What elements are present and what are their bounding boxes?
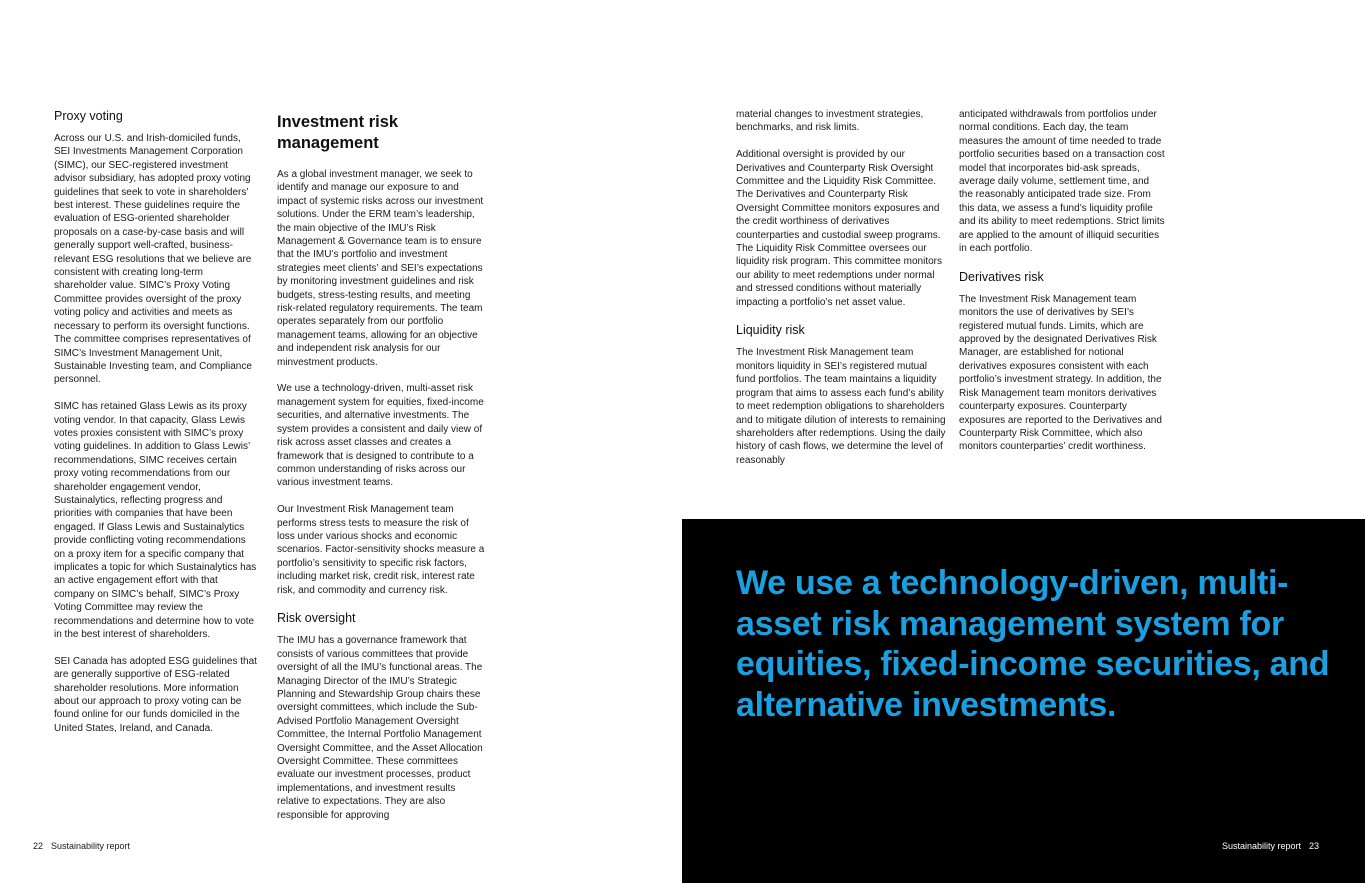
risk-oversight-heading: Risk oversight [277,611,356,626]
column-proxy-voting [54,108,258,749]
investment-risk-paragraph-1: As a global investment manager, we seek to identify and manage our exposure to and impact of systemic risks across our investment solutions. Under the ERM team’s leadership, the main objective of the IMU’s Risk Management & Governance team is to ensure that the IMU’s portfolio and investment strategies meet clients’ and SEI’s expectations by monitoring investment guidelines and risk budgets, stress-testing results, and meeting risk-related regulatory requirements. The team operates separately from our portfolio management teams, allowing for an objective and independent risk analysis for our minvestment products. [277,169,484,368]
liquidity-risk-paragraph: The Investment Risk Management team monitors liquidity in SEI’s registered mutual fund portfolios. The team maintains a liquidity program that aims to assess each fund’s ability to meet redemption obligations to shareholders and to mitigate dilution of interests to remaining shareholders after redemptions. Using the daily history of cash flows, we determine the level of reasonably [736,347,946,466]
risk-oversight-paragraph: The IMU has a governance framework that consists of various committees that provide oversight of all the IMU’s functional areas. The Managing Director of the IMU’s Strategic Planning and Stewardship Group chairs these oversight committees, which include the Sub-Advised Portfolio Management Oversight Committee, the Internal Portfolio Management Oversight Committee, and the Asset Allocation Oversight Committee. These committees evaluate our investment processes, product implementations, and investment results relative to expectations. They are also responsible for approving [277,635,483,821]
page-number-right: 23 [1308,841,1319,851]
additional-oversight-paragraph: Additional oversight is provided by our Derivatives and Counterparty Risk Oversight Committee and the Liquidity Risk Committee. The Derivatives and Counterparty Risk Oversight Committee monitors exposures and the credit worthiness of derivatives counterparties and custodial sweep programs. The Liquidity Risk Committee oversees our liquidity risk program. This committee monitors our ability to meet redemptions under normal and stressed conditions without materially impacting a portfolio’s net asset value. [736,149,942,308]
column-liquidity [736,108,946,481]
oversight-continued-paragraph: material changes to investment strategies, benchmarks, and risk limits. [736,109,924,134]
footer-title-right: Sustainability report [1221,841,1301,851]
investment-risk-paragraph-2: We use a technology-driven, multi-asset risk management system for equities, fixed-income securities, and alternative investments. The system provides a consistent and daily view of risk across asset classes and creates a framework that is designed to contribute to a common understanding of risks across our various investment teams. [277,383,484,489]
investment-risk-paragraph-3: Our Investment Risk Management team performs stress tests to measure the risk of loss under various shocks and economic scenarios. Factor-sensitivity shocks measure a portfolio’s sensitivity to specific risk factors, including market risk, credit risk, interest rate risk, and commodity and currency risk. [277,504,485,596]
pull-quote: We use a technology-driven, multi-asset risk management system for equities, fixed-income securities, and alternative investments. [736,564,1330,724]
proxy-voting-heading: Proxy voting [54,109,123,123]
footer-left [33,841,130,852]
footer-right [1222,841,1319,852]
derivatives-risk-heading: Derivatives risk [959,269,1044,284]
footer-title-left: Sustainability report [51,841,131,851]
page-number-left: 22 [33,841,44,851]
proxy-voting-paragraph-2: SIMC has retained Glass Lewis as its proxy voting vendor. In that capacity, Glass Lewis votes proxies consistent with SIMC’s proxy voting guidelines. In addition to Glass Lewis’ recommendations, SIMC receives certain proxy voting recommendations from our shareholder engagement vendor, Sustainalytics, reflecting progress and priorities with companies that have been engaged. If Glass Lewis and Sustainalytics provide conflicting voting recommendations on a proxy item for a specific company that implicates a topic for which Sustainalytics has an active engagement effort with that company on SIMC’s behalf, SIMC’s Proxy Voting Committee may review the recommendations and determine how to vote in the best interest of shareholders. [54,401,257,641]
derivatives-risk-paragraph: The Investment Risk Management team monitors the use of derivatives by SEI’s registered mutual funds. Limits, which are approved by the designated Derivatives Risk Manager, are established for notional derivatives exposures consistent with each portfolio’s investment strategy. In addition, the Risk Management team monitors derivatives counterparty exposures. Counterparty exposures are reported to the Derivatives and Counterparty Risk Committee, which also monitors counterparties’ credit worthiness. [959,293,1162,453]
column-derivatives [959,108,1165,467]
proxy-voting-paragraph-1: Across our U.S. and Irish-domiciled funds, SEI Investments Management Corporation (SIMC), our SEC-registered investment advisor subsidiary, has adopted proxy voting guidelines that seek to vote in shareholders’ best interest. These guidelines require the evaluation of ESG-oriented shareholder proposals on a case-by-case basis and will generally support well-crafted, business-relevant ESG resolutions that we believe are consistent with creating long-term shareholder value. SIMC’s Proxy Voting Committee provides oversight of the proxy voting policy and activities and meets as necessary to perform its oversight functions. The committee comprises representatives of SIMC’s Investment Management Unit, Sustainable Investing team, and Compliance personnel. [54,133,252,386]
liquidity-risk-heading: Liquidity risk [736,323,805,338]
column-investment-risk [277,108,487,835]
proxy-voting-paragraph-3: SEI Canada has adopted ESG guidelines that are generally supportive of ESG-related shareholder resolutions. More information about our approach to proxy voting can be found online for our funds domiciled in the United States, Ireland, and Canada. [54,655,257,734]
investment-risk-heading: Investment risk management [277,113,399,152]
liquidity-continued-paragraph: anticipated withdrawals from portfolios under normal conditions. Each day, the team measures the amount of time needed to trade portfolio securities based on a transaction cost model that incorporates bid-ask spreads, average daily volume, settlement time, and the reasonably anticipated trade size. From this data, we assess a fund’s liquidity profile and its ability to meet redemptions. Strict limits are applied to the amount of illiquid securities in each portfolio. [959,109,1165,255]
